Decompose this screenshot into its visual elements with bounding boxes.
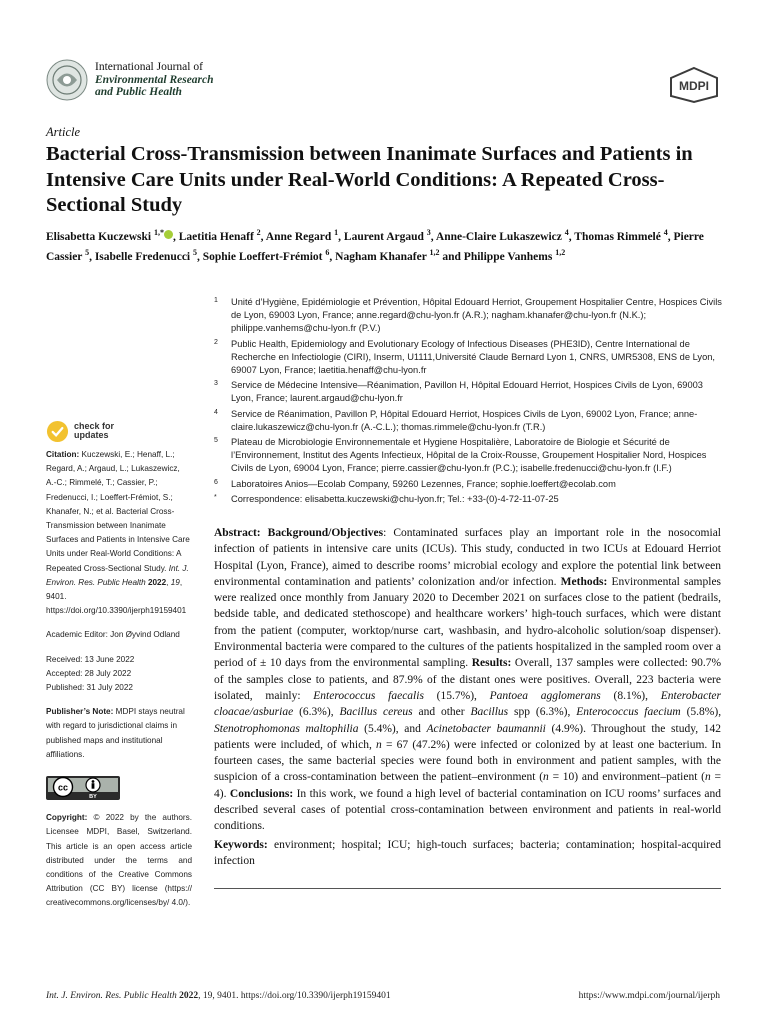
check-for-updates-button[interactable] xyxy=(46,417,192,445)
abstract-methods-text: Environmental samples were realized once monthly from January 2020 to December 2021 on surfaces close to the patient (bedrails, bedside table, and dedicated stethoscope) and healthcare workers’ high-touch surfaces, which were distant from the patient (computer, worktop/nurse cart, washbasin, and hydro-alcoholic solution/soap dispenser). Environmental bacteria were compared to the cultures of the patients hospitalized in the sampled room over a period of ± 10 days from the environmental sampling. xyxy=(214,575,722,670)
citation-year: 2022 xyxy=(147,577,167,587)
abstract-background-label: Background/Objectives xyxy=(267,527,384,539)
footer-journal-url[interactable]: https://www.mdpi.com/journal/ijerph xyxy=(578,991,720,1001)
author-affil: 5 xyxy=(85,248,90,258)
abstract-conclusions-label: Conclusions: xyxy=(229,787,294,800)
abstract xyxy=(214,525,721,835)
species-name: Enterobacter cloacae/asburiae xyxy=(214,689,721,719)
variable-n: n xyxy=(543,771,549,784)
article-type: Article xyxy=(46,125,81,139)
keywords xyxy=(214,837,721,870)
abstract-results-text: (8.1%), xyxy=(613,689,648,702)
affiliation-text: Laboratoires Anios—Ecolab Company, 59260 Lezennes, France; sophie.loeffert@ecolab.com xyxy=(231,478,616,489)
check-for-updates-line2: updates xyxy=(74,430,109,440)
species-name: Stenotrophomonas maltophilia xyxy=(214,722,359,735)
author-name[interactable]: Thomas Rimmelé xyxy=(574,230,661,243)
author-name[interactable]: Pierre Cassier xyxy=(46,230,704,263)
mdpi-logo-text: MDPI xyxy=(679,79,709,93)
author-name[interactable]: Anne Regard xyxy=(265,230,332,243)
article-title: Bacterial Cross-Transmission between Inanimate Surfaces and Patients in Intensive Care Units under Real-World Conditions: A Repeated Cross-Sectional Study xyxy=(46,143,693,216)
author-name[interactable]: Nagham Khanafer xyxy=(335,250,427,263)
author-affil: 4 xyxy=(663,228,668,237)
citation-text: Kuczewski, E.; Henaff, L.; Regard, A.; Argaud, L.; Lukaszewicz, A.-C.; Rimmelé, T.; Cassier, P.; Fredenucci, I.; Loeffert-Frémiot, S.; Khanafer, N.; et al. Bacterial Cross-Transmission between Inanimate Surfaces and Patients in Intensive Care Units under Real-World Conditions: A Repeated Cross-Sectional Study. xyxy=(46,450,190,573)
species-name: Pantoea agglomerans xyxy=(489,689,601,702)
abstract-results-label: Results: xyxy=(471,657,512,670)
affiliation-number: 4 xyxy=(214,408,218,416)
author-list: Elisabetta Kuczewski $^{1,*}$ , Laetitia Henaff $^2$, Anne Regard $^1$, Laurent Argaud $^3$, Anne-Claire Lukaszewicz $^4$, Thomas Rimmelé $^4$, Pierre Cassier $^5$, Isabelle Fredenucci $^5$, Sophie Loeffert-Frémiot $^6$, Nagham Khanafer $^{1,2}$ and Philippe Vanhems $^{1,2}$ xyxy=(46,228,704,263)
publisher-note-text: MDPI stays neutral with regard to jurisdictional claims in published maps and institutional affiliations. xyxy=(46,707,185,759)
species-name: Acinetobacter baumannii xyxy=(426,722,546,735)
svg-text:BY: BY xyxy=(89,794,97,801)
author-name[interactable]: Philippe Vanhems xyxy=(463,250,553,263)
abstract-results-text: (5.8%), xyxy=(686,706,722,719)
abstract-conclusions-text: In this work, we found a high level of bacterial contamination on ICU rooms’ surfaces and described several cases of potential cross-contamination between environment and patients in real-world conditions. xyxy=(214,787,721,833)
affiliation-text: Service de Médecine Intensive—Réanimation, Pavillon H, Hôpital Edouard Herriot, Hospices Civils de Lyon, 69003 Lyon, France; laurent.argaud@chu-lyon.fr xyxy=(231,380,703,404)
affiliation-item xyxy=(214,436,724,476)
affiliation-number: 2 xyxy=(214,338,218,346)
author-affil: 6 xyxy=(325,248,330,258)
keywords-divider xyxy=(214,888,721,889)
citation-block: Citation: Kuczewski, E.; Henaff, L.; Regard, A.; Argaud, L.; Lukaszewicz, A.-C.; Rimmelé, T.; Cassier, P.; Fredenucci, I.; Loeffert-Frémiot, S.; Khanafer, N.; et al. Bacterial Cross-Transmission between Inanimate Surfaces and Patients in Intensive Care Units under Real-World Conditions: A Repeated Cross-Sectional Study. Int. J. Environ. Res. Public Health 2022, 19, 9401. https://doi.org/10.3390/ijerph19159401 xyxy=(46,450,190,616)
affiliation-item xyxy=(214,379,724,405)
affiliation-item xyxy=(214,296,724,336)
author-affil: 1,2 xyxy=(555,248,566,258)
affiliation-number: 5 xyxy=(214,437,218,445)
affiliation-list xyxy=(214,296,724,508)
abstract-background-text: : Contaminated surfaces play an important role in the nosocomial infection of patients in intensive care units (ICUs). This study, conducted in two ICUs at Edouard Herriot Hospital (Lyon, France), aimed to describe rooms’ microbial ecology and explore the potential link between environmental contamination and patients’ colonization and/or infection. xyxy=(214,527,721,588)
author-affil: 5 xyxy=(193,248,197,258)
author-affil: 1,2 xyxy=(429,248,440,258)
affiliation-number: * xyxy=(214,493,217,501)
cc-by-license-icon[interactable] xyxy=(46,776,120,800)
copyright-label: Copyright: xyxy=(46,813,88,823)
copyright-text: © 2022 by the authors. Licensee MDPI, Basel, Switzerland. This article is an open access article distributed under the terms and conditions of the Creative Commons Attribution (CC BY) license (https:// creativecommons.org/licenses/by/ 4.0/). xyxy=(46,813,192,908)
species-name: Enterococcus faecalis xyxy=(313,689,424,702)
received-date: Received: 13 June 2022 xyxy=(46,654,135,664)
affiliation-item xyxy=(214,478,724,491)
variable-n: n xyxy=(376,738,382,751)
citation-volume: 19 xyxy=(170,577,180,587)
article-sidebar xyxy=(46,417,192,921)
abstract-results-text: and other xyxy=(418,706,465,719)
journal-name xyxy=(95,61,214,99)
abstract-methods-label: Methods: xyxy=(560,575,608,588)
publication-dates xyxy=(46,653,192,696)
affiliation-number: 1 xyxy=(214,297,218,304)
author-affil: 4 xyxy=(564,228,569,237)
author-affil: 2 xyxy=(256,228,261,237)
affiliation-text: Public Health, Epidemiology and Evolutionary Ecology of Infectious Diseases (PHE3ID), Centre International de Recherche en Infectiologie (CIRI), Inserm, U1111,Université Claude Bernard Lyon 1, CNRS, UMR5308, ENS de Lyon, 69007 Lyon, France; laetitia.henaff@chu-lyon.fr xyxy=(231,338,716,376)
keywords-label: Keywords: xyxy=(214,839,268,851)
footer-citation xyxy=(46,991,391,1001)
abstract-results-text: = 4). xyxy=(214,771,722,800)
affiliation-item xyxy=(214,408,724,434)
abstract-results-text: (5.4%), and xyxy=(364,722,421,735)
keywords-text: environment; hospital; ICU; high-touch surfaces; bacteria; contamination; hospital-acquired infection xyxy=(214,839,721,868)
species-name: Bacillus cereus xyxy=(339,706,413,719)
academic-editor xyxy=(46,628,192,642)
footer-doi-link[interactable]: , 19, 9401. https://doi.org/10.3390/ijerph19159401 xyxy=(198,991,391,1001)
author-affil: 1 xyxy=(334,228,339,237)
correspondence-text: Correspondence: elisabetta.kuczewski@chu-lyon.fr; Tel.: +33-(0)-4-72-11-07-25 xyxy=(231,493,559,504)
abstract-results-text: (15.7%), xyxy=(436,689,477,702)
abstract-results-text: = 67 (47.2%) were infected or colonized by at least one bacterium. In fourteen cases, the same bacterial species were found both in environment and patient samples, with the suspicion of a cross-contamination between the patient–environment ( xyxy=(214,738,722,784)
academic-editor-label: Academic Editor: xyxy=(46,630,108,640)
journal-logo-icon xyxy=(46,59,88,101)
variable-n: n xyxy=(705,771,711,784)
affiliation-number: 3 xyxy=(214,380,218,388)
footer-journal: Int. J. Environ. Res. Public Health xyxy=(46,991,177,1001)
journal-name-line1: International Journal of xyxy=(95,61,203,73)
check-for-updates-label xyxy=(74,422,114,441)
correspondence-item xyxy=(214,493,724,506)
journal-name-line2: Environmental Research xyxy=(95,73,214,86)
svg-text:cc: cc xyxy=(57,782,69,793)
affiliation-number: 6 xyxy=(214,478,218,486)
author-affil: 3 xyxy=(426,228,431,237)
author-name[interactable]: Laetitia Henaff xyxy=(178,230,254,243)
author-name[interactable]: Sophie Loeffert-Frémiot xyxy=(202,250,323,263)
abstract-results-text: spp (6.3%), xyxy=(514,706,571,719)
journal-name-line3: and Public Health xyxy=(95,86,182,98)
abstract-results-text: = 10) and environment–patient ( xyxy=(552,771,706,784)
check-for-updates-line1: check for xyxy=(74,420,115,431)
author-affil: 1,* xyxy=(153,228,164,237)
abstract-label: Abstract: xyxy=(214,527,261,539)
accepted-date: Accepted: 28 July 2022 xyxy=(46,668,132,678)
author-name[interactable]: Elisabetta Kuczewski xyxy=(46,230,152,243)
species-name: Bacillus xyxy=(470,706,509,719)
publisher-note-label: Publisher’s Note: xyxy=(46,707,114,717)
abstract-results-text: (4.9%). Throughout the study, 142 patients were included, of which, xyxy=(214,722,721,751)
footer-year: 2022 xyxy=(179,991,199,1001)
abstract-results-text: Overall, 137 samples were collected: 90.7% of the samples close to patients, and 87.9% of the distant ones were positives. Overall, 223 bacteria were isolated, mainly: xyxy=(214,657,722,702)
affiliation-text: Service de Réanimation, Pavillon P, Hôpital Edouard Herriot, Hospices Civils de Lyon, 69002 Lyon, France; anne-claire.lukaszewicz@chu-lyon.fr (A.-C.L.); thomas.rimmele@chu-lyon.fr (T.R.) xyxy=(231,408,698,432)
affiliation-text: Plateau de Microbiologie Environnementale et Hygiene Hospitalière, Laboratoire de Biologie et Sécurité de l’Environnement, Institut des Agents Infectieux, Hôpital de la Croix-Rousse, Groupement Hospitalier Nord, Hospices Civils de Lyon, 69004 Lyon, France; pierre.cassier@chu-lyon.fr (P.C.); isabelle.fredenucci@chu-lyon.fr (I.F.) xyxy=(231,437,707,474)
author-name[interactable]: Laurent Argaud xyxy=(343,230,424,243)
author-name[interactable]: Isabelle Fredenucci xyxy=(94,250,191,263)
mdpi-logo-icon xyxy=(667,66,721,104)
author-name[interactable]: Anne-Claire Lukaszewicz xyxy=(435,230,562,243)
affiliation-item xyxy=(214,338,724,378)
species-name: Enterococcus faecium xyxy=(576,706,681,719)
affiliation-text: Unité d’Hygiène, Epidémiologie et Prévention, Hôpital Edouard Herriot, Groupement Hospitalier Centre, Hospices Civils de Lyon, 69003 Lyon, France; anne.regard@chu-lyon.fr (A.R.); nagham.khanafer@chu-lyon.fr (N.K.); philippe.vanhems@chu-lyon.fr (P.V.) xyxy=(231,297,722,334)
citation-doi-link[interactable]: , 9401. https://doi.org/10.3390/ijerph19159401 xyxy=(46,577,187,616)
published-date: Published: 31 July 2022 xyxy=(46,683,133,693)
abstract-results-text: (6.3%), xyxy=(299,706,334,719)
citation-label: Citation: xyxy=(46,450,80,459)
check-for-updates-icon xyxy=(46,420,69,443)
citation-journal: Int. J. Environ. Res. Public Health xyxy=(46,563,189,587)
academic-editor-name: Jon Øyvind Odland xyxy=(110,630,180,640)
publisher-note xyxy=(46,705,192,762)
copyright-block xyxy=(46,811,192,910)
orcid-icon[interactable] xyxy=(164,230,173,239)
